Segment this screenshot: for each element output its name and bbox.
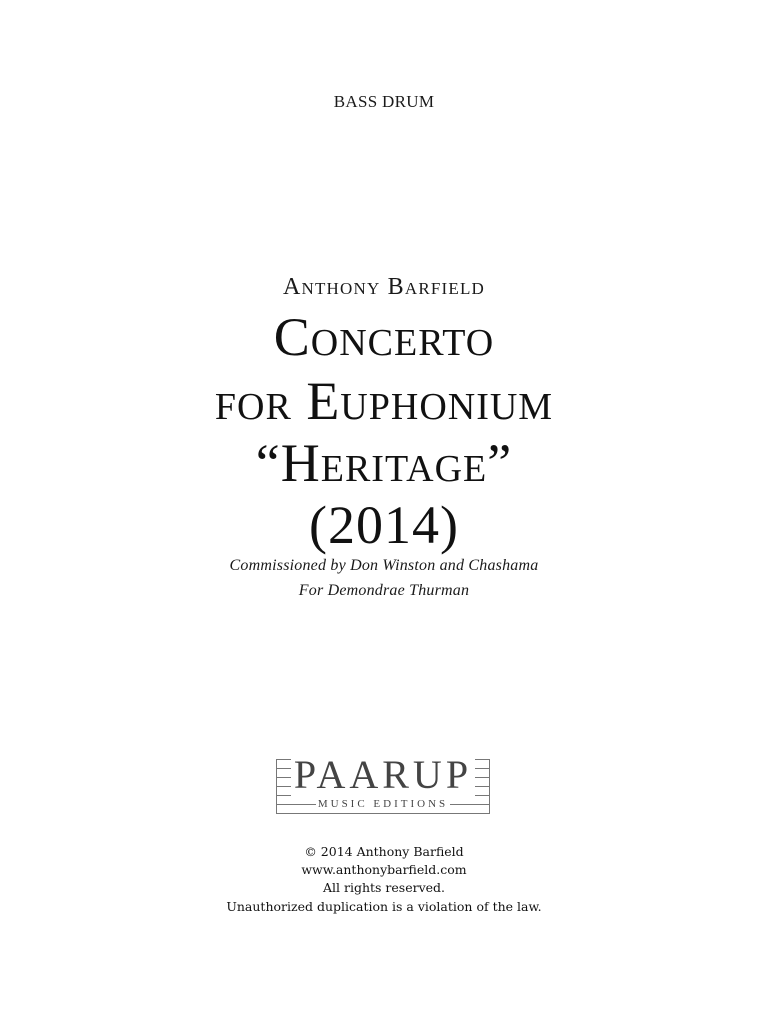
composer-name: Anthony Barfield xyxy=(282,274,486,300)
logo-subtitle: MUSIC EDITIONS xyxy=(317,798,449,810)
website-line: www.anthonybarfield.com xyxy=(301,862,467,877)
logo-wordmark: PAARUP xyxy=(276,753,490,797)
title-line-2: for Euphonium xyxy=(214,371,554,431)
title-line-3: “Heritage” xyxy=(255,433,513,493)
logo-staff-line xyxy=(276,813,490,814)
dedicatee-note: For Demondrae Thurman xyxy=(298,582,470,599)
duplication-warning: Unauthorized duplication is a violation of the law. xyxy=(226,899,542,914)
title-line-1: Concerto xyxy=(273,307,495,367)
title-year: (2014) xyxy=(309,495,459,555)
copyright-line: © 2014 Anthony Barfield xyxy=(304,844,464,859)
rights-line: All rights reserved. xyxy=(322,880,446,895)
commission-note: Commissioned by Don Winston and Chashama xyxy=(229,557,539,574)
publisher-logo xyxy=(276,752,490,817)
part-name: BASS DRUM xyxy=(333,92,435,111)
